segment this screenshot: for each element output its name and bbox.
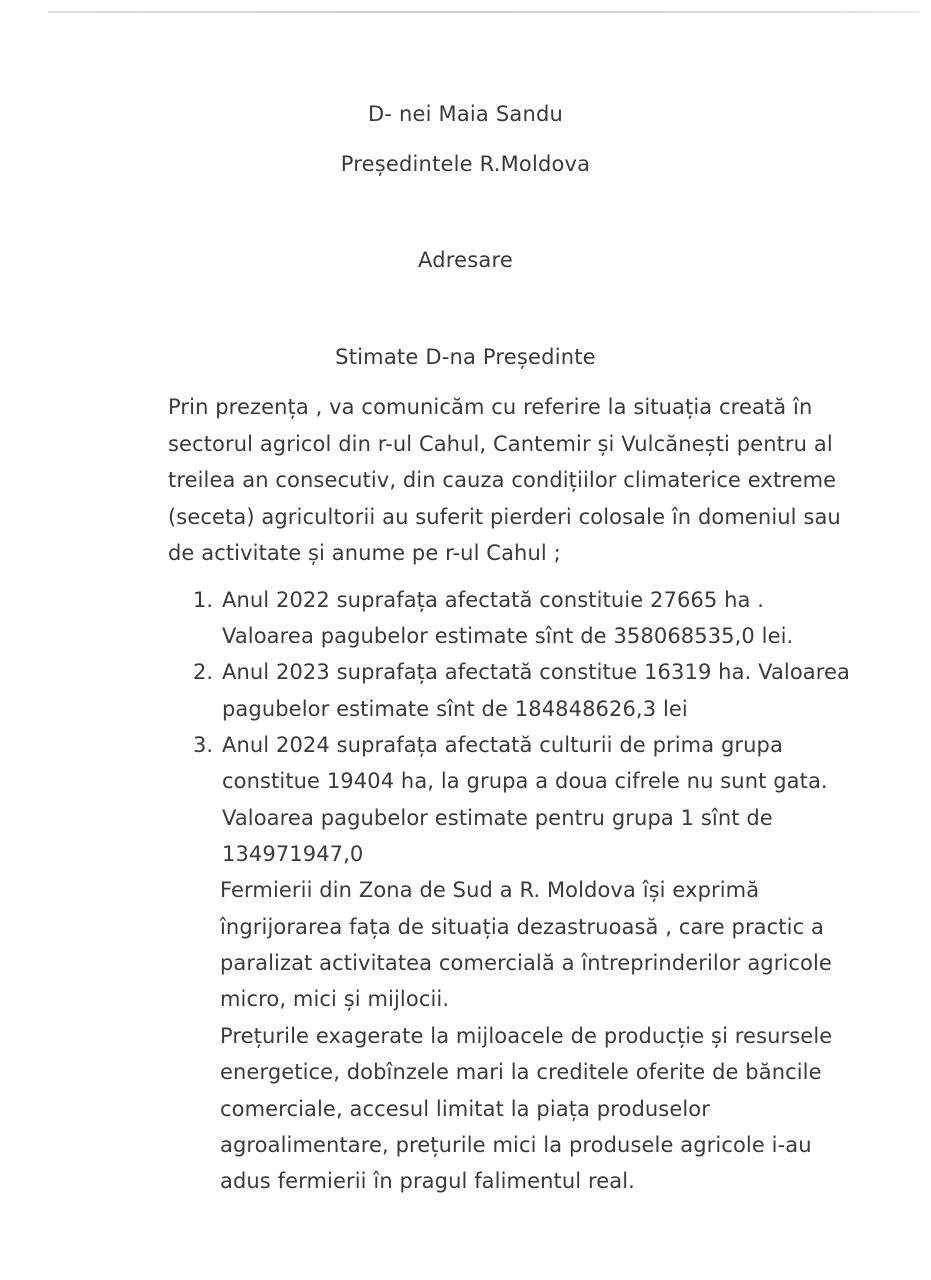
document-heading: Adresare (418, 248, 513, 272)
prices-line: comerciale, accesul limitat la piața produselor (220, 1097, 710, 1121)
farmers-line: micro, mici și mijlocii. (220, 987, 450, 1011)
list-line: 134971947,0 (222, 842, 364, 866)
list-line: Valoarea pagubelor estimate pentru grupa 1 sînt de (222, 806, 773, 830)
intro-line: de activitate și anume pe r-ul Cahul ; (168, 541, 561, 565)
intro-line: Prin prezența , va comunicăm cu referire la situația creată în (168, 395, 813, 419)
list-number: 2. (193, 660, 214, 684)
list-line: Anul 2022 suprafața afectată constituie 27665 ha . (222, 588, 765, 612)
farmers-line: îngrijorarea fața de situația dezastruoasă , care practic a (220, 915, 824, 939)
recipient-name: D- nei Maia Sandu (367, 102, 564, 126)
prices-line: Prețurile exagerate la mijloacele de producție și resursele (220, 1024, 833, 1048)
list-line: constitue 19404 ha, la grupa a doua cifrele nu sunt gata. (222, 769, 828, 793)
intro-line: (seceta) agricultorii au suferit pierderi colosale în domeniul sau (168, 505, 841, 529)
scan-top-edge (48, 11, 920, 13)
prices-line: energetice, dobînzele mari la creditele oferite de băncile (220, 1060, 822, 1084)
recipient-title: Președintele R.Moldova (340, 152, 591, 176)
list-number: 1. (193, 588, 214, 612)
intro-line: treilea an consecutiv, din cauza condițiilor climaterice extreme (168, 468, 837, 492)
prices-line: adus fermierii în pragul falimentul real. (220, 1169, 635, 1193)
farmers-line: paralizat activitatea comercială a întreprinderilor agricole (220, 951, 832, 975)
farmers-line: Fermierii din Zona de Sud a R. Moldova își exprimă (220, 878, 760, 902)
prices-line: agroalimentare, prețurile mici la produsele agricole i-au (220, 1133, 812, 1157)
list-line: Anul 2024 suprafața afectată culturii de prima grupa (222, 733, 783, 757)
intro-line: sectorul agricol din r-ul Cahul, Cantemir și Vulcănești pentru al (168, 432, 833, 456)
list-line: Valoarea pagubelor estimate sînt de 358068535,0 lei. (222, 624, 794, 648)
list-line: pagubelor estimate sînt de 184848626,3 lei (222, 697, 688, 721)
salutation: Stimate D-na Președinte (335, 345, 596, 369)
list-line: Anul 2023 suprafața afectată constitue 16319 ha. Valoarea (222, 660, 851, 684)
list-number: 3. (193, 733, 214, 757)
